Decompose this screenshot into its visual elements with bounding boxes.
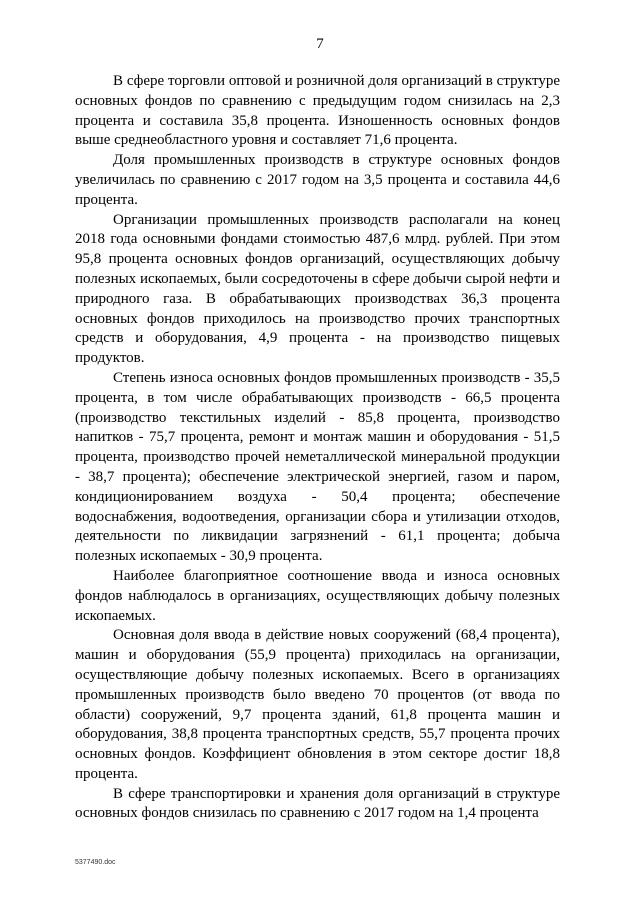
page-number: 7 bbox=[316, 36, 324, 52]
paragraph-commissioning: Основная доля ввода в действие новых сооружений (68,4 процента), машин и оборудования (55,9 процента) приходилась на организации, осуществляющие добычу полезных ископаемых. Всего в организациях промышленных производств было введено 70 процентов (от ввода по области) сооружений, 9,7 процента зданий, 61,8 процента машин и оборудования, 38,8 процента транспортных средств, 55,7 процента прочих основных фондов. Коэффициент обновления в этом секторе достиг 18,8 процента. bbox=[75, 627, 560, 782]
paragraph-transport: В сфере транспортировки и хранения доля организаций в структуре основных фондов снизилась по сравнению с 2017 годом на 1,4 процента bbox=[75, 785, 560, 822]
document-file-reference: 5377490.doc bbox=[75, 859, 116, 866]
paragraph-depreciation: Степень износа основных фондов промышленных производств - 35,5 процента, в том числе обрабатывающих производств - 66,5 процента (производство текстильных изделий - 85,8 процента, производство напитков - 75,7 процента, ремонт и монтаж машин и оборудования - 51,5 процента, производство прочей неметаллической минеральной продукции - 38,7 процента); обеспечение электрической энергией, газом и паром, кондиционированием воздуха - 50,4 процента; обеспечение водоснабжения, водоотведения, организации сбора и утилизации отходов, деятельности по ликвидации загрязнений - 61,1 процента; добыча полезных ископаемых - 30,9 процента. bbox=[75, 369, 560, 565]
paragraph-trade: В сфере торговли оптовой и розничной доля организаций в структуре основных фондов по сравнению с предыдущим годом снизилась на 2,3 процента и составила 35,8 процента. Изношенность основных фондов выше среднеобластного уровня и составляет 71,6 процента. bbox=[75, 73, 560, 149]
paragraph-industry-share: Доля промышленных производств в структуре основных фондов увеличилась по сравнению с 2017 годом на 3,5 процента и составила 44,6 процента. bbox=[75, 152, 560, 208]
paragraph-mining-ratio: Наиболее благоприятное соотношение ввода и износа основных фондов наблюдалось в организациях, осуществляющих добычу полезных ископаемых. bbox=[75, 567, 560, 624]
document-body bbox=[75, 72, 560, 824]
paragraph-industry-assets: Организации промышленных производств располагали на конец 2018 года основными фондами стоимостью 487,6 млрд. рублей. При этом 95,8 процента основных фондов организаций, осуществляющих добычу полезных ископаемых, были сосредоточены в сфере добычи сырой нефти и природного газа. В обрабатывающих производствах 36,3 процента основных фондов приходилось на производство прочих транспортных средств и оборудования, 4,9 процента - на производство пищевых продуктов. bbox=[75, 211, 560, 367]
